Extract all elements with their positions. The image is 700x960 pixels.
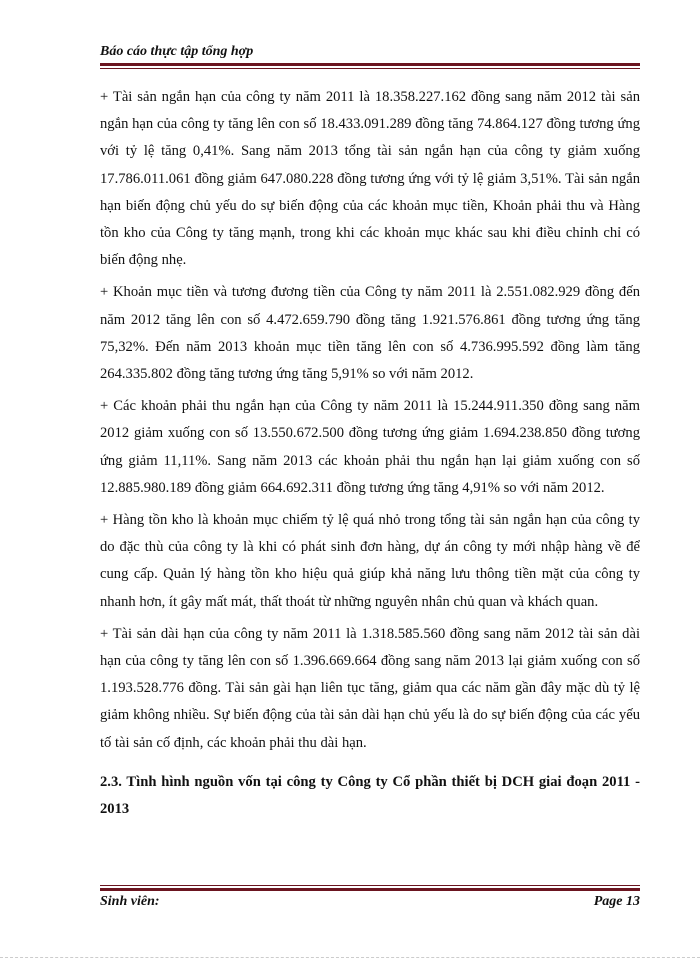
footer-student-label: Sinh viên: [100, 894, 160, 909]
paragraph-receivables: + Các khoản phải thu ngắn hạn của Công ty năm 2011 là 15.244.911.350 đồng sang năm 2012 giảm xuống con số 13.550.672.500 đồng tương ứng giảm 1.694.238.850 đồng tương ứng giảm 11,11%. Sang năm 2013 các khoản phải thu ngắn hạn lại giảm xuống con số 12.885.980.189 đồng giảm 664.692.311 đồng tương ứng tăng 4,91% so với năm 2012. [100, 398, 640, 496]
document-body [100, 84, 640, 828]
header-rule-thick [100, 63, 640, 66]
header-rule-thin [100, 68, 640, 69]
footer-page-number: Page 13 [593, 894, 640, 909]
footer-rule-thick [100, 888, 640, 891]
section-heading: 2.3. Tình hình nguồn vốn tại công ty Công ty Cổ phần thiết bị DCH giai đoạn 2011 - 2013 [100, 773, 640, 818]
paragraph-short-term-assets: + Tài sản ngắn hạn của công ty năm 2011 là 18.358.227.162 đồng sang năm 2012 tài sản ngắn hạn của công ty tăng lên con số 18.433.091.289 đồng tăng 74.864.127 đồng tương ứng với tỷ lệ tăng 0,41%. Sang năm 2013 tổng tài sản ngắn hạn của công ty giảm xuống 17.786.011.061 đồng giảm 647.080.228 đồng tương ứng với tỷ lệ giảm 3,51%. Tài sản ngắn hạn biến động chủ yếu do sự biến động của các khoản mục tiền, Khoản phải thu và Hàng tồn kho của Công ty tăng mạnh, trong khi các khoản mục khác sau khi điều chỉnh chỉ có biến động nhẹ. [100, 89, 640, 269]
page-footer [100, 894, 640, 910]
page-header-title: Báo cáo thực tập tổng hợp [100, 44, 254, 59]
paragraph-inventory: + Hàng tồn kho là khoản mục chiếm tỷ lệ quá nhỏ trong tổng tài sản ngắn hạn của công ty do đặc thù của công ty là khi có phát sinh đơn hàng, dự án công ty mới nhập hàng về để cung cấp. Quản lý hàng tồn kho hiệu quả giúp khả năng lưu thông tiền mặt của công ty nhanh hơn, ít gây mất mát, thất thoát từ những nguyên nhân chủ quan và khách quan. [100, 512, 640, 610]
paragraph-cash: + Khoản mục tiền và tương đương tiền của Công ty năm 2011 là 2.551.082.929 đồng đến năm 2012 tăng lên con số 4.472.659.790 đồng tăng 1.921.576.861 đồng tương ứng tăng 75,32%. Đến năm 2013 khoản mục tiền tăng lên con số 4.736.995.592 đồng làm tăng 264.335.802 đồng tăng tương ứng tăng 5,91% so với năm 2012. [100, 284, 640, 383]
footer-rule-thin [100, 885, 640, 886]
paragraph-long-term-assets: + Tài sản dài hạn của công ty năm 2011 là 1.318.585.560 đồng sang năm 2012 tài sản dài hạn của công ty tăng lên con số 1.396.669.664 đồng sang năm 2013 lại giảm xuống con số 1.193.528.776 đồng. Tài sản gài hạn liên tục tăng, giảm qua các năm gần đây mặc dù tỷ lệ giảm không nhiều. Sự biến động của tài sản dài hạn chủ yếu là do sự biến động của các yếu tố tài sản cố định, các khoản phải thu dài hạn. [100, 625, 640, 751]
page-boundary-divider [0, 957, 700, 958]
